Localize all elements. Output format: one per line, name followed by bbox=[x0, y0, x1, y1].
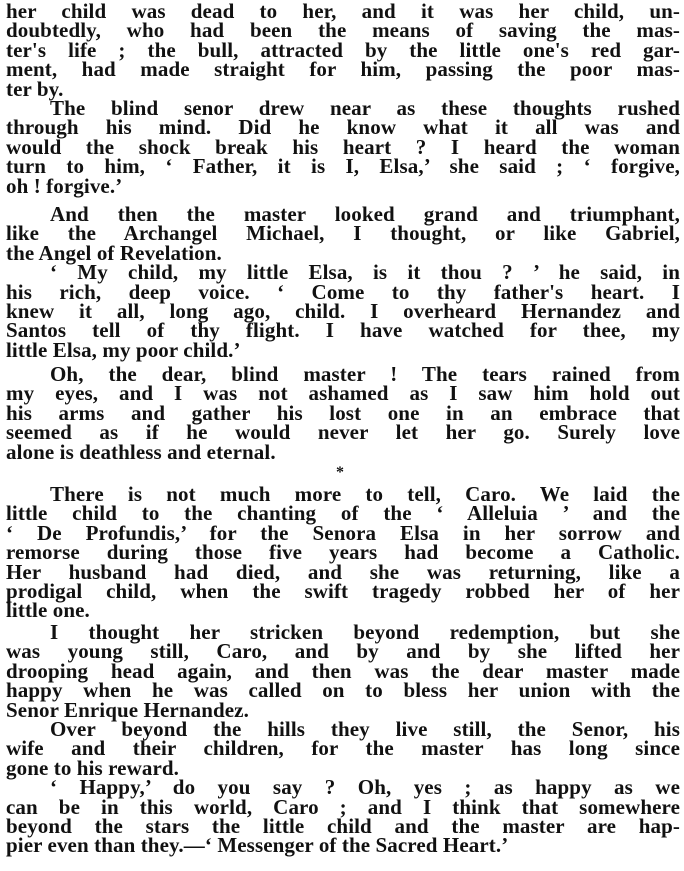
text-line: Senor Enrique Hernandez. bbox=[6, 697, 249, 722]
text-line: was young still, Caro, and by and by she lifted her bbox=[6, 639, 680, 664]
text-line: Santos tell of thy flight. I have watched for thee, my bbox=[6, 318, 680, 343]
text-line: And then the master looked grand and triumphant, bbox=[50, 202, 680, 226]
section-separator: * bbox=[336, 464, 345, 481]
text-line: Oh, the dear, blind master ! The tears rained from bbox=[50, 362, 680, 386]
text-line: happy when he was called on to bless her union with the bbox=[6, 678, 680, 703]
text-line: his rich, deep voice. ‘ Come to thy father's heart. I bbox=[6, 279, 680, 304]
text-line: little Elsa, my poor child.’ bbox=[6, 337, 241, 362]
text-line: gone to his reward. bbox=[6, 755, 180, 780]
text-line: can be in this world, Caro ; and I think that somewhere bbox=[6, 794, 680, 819]
text-line: like the Archangel Michael, I thought, or like Gabriel, bbox=[6, 221, 680, 246]
text-line: little one. bbox=[6, 598, 90, 623]
text-line: drooping head again, and then was the dear master made bbox=[6, 658, 680, 683]
text-line: ‘ My child, my little Elsa, is it thou ? ’ he said, in bbox=[50, 260, 680, 285]
text-line: alone is deathless and eternal. bbox=[6, 439, 276, 464]
text-line: I thought her stricken beyond redemption, but she bbox=[50, 620, 680, 644]
text-line: would the shock break his heart ? I heard the woman bbox=[6, 134, 680, 159]
text-line: oh ! forgive.’ bbox=[6, 173, 123, 198]
text-line: my eyes, and I was not ashamed as I saw him hold out bbox=[6, 381, 680, 406]
text-line: beyond the stars the little child and the master are hap- bbox=[6, 814, 680, 838]
text-line: little child to the chanting of the ‘ Alleluia ’ and the bbox=[6, 501, 680, 526]
text-line: There is not much more to tell, Caro. We laid the bbox=[50, 482, 680, 506]
text-line: her child was dead to her, and it was her child, un- bbox=[6, 0, 680, 23]
text-line: ter's life ; the bull, attracted by the little one's red gar- bbox=[6, 37, 680, 62]
text-line: the Angel of Revelation. bbox=[6, 240, 222, 265]
text-line: Her husband had died, and she was returning, like a bbox=[6, 559, 680, 584]
text-line: doubtedly, who had been the means of saving the mas- bbox=[6, 18, 680, 43]
text-line: ter by. bbox=[6, 76, 64, 101]
text-line: seemed as if he would never let her go. Surely love bbox=[6, 420, 680, 445]
text-line: turn to him, ‘ Father, it is I, Elsa,’ she said ; ‘ forgive, bbox=[6, 154, 680, 179]
text-line: pier even than they.—‘ Messenger of the Sacred Heart.’ bbox=[6, 833, 509, 858]
text-line: remorse during those five years had become a Catholic. bbox=[6, 540, 680, 565]
text-line: ‘ De Profundis,’ for the Senora Elsa in her sorrow and bbox=[6, 520, 680, 545]
text-line: ‘ Happy,’ do you say ? Oh, yes ; as happy as we bbox=[50, 775, 680, 800]
text-line: The blind senor drew near as these thoughts rushed bbox=[50, 96, 680, 120]
text-line: Over beyond the hills they live still, the Senor, his bbox=[50, 717, 680, 741]
text-line: prodigal child, when the swift tragedy robbed her of her bbox=[6, 579, 680, 603]
text-line: through his mind. Did he know what it all was and bbox=[6, 115, 680, 140]
text-line: wife and their children, for the master has long since bbox=[6, 736, 680, 761]
text-line: ment, had made straight for him, passing the poor mas- bbox=[6, 57, 680, 82]
text-line: knew it all, long ago, child. I overheard Hernandez and bbox=[6, 299, 680, 323]
text-line: his arms and gather his lost one in an embrace that bbox=[6, 400, 680, 425]
